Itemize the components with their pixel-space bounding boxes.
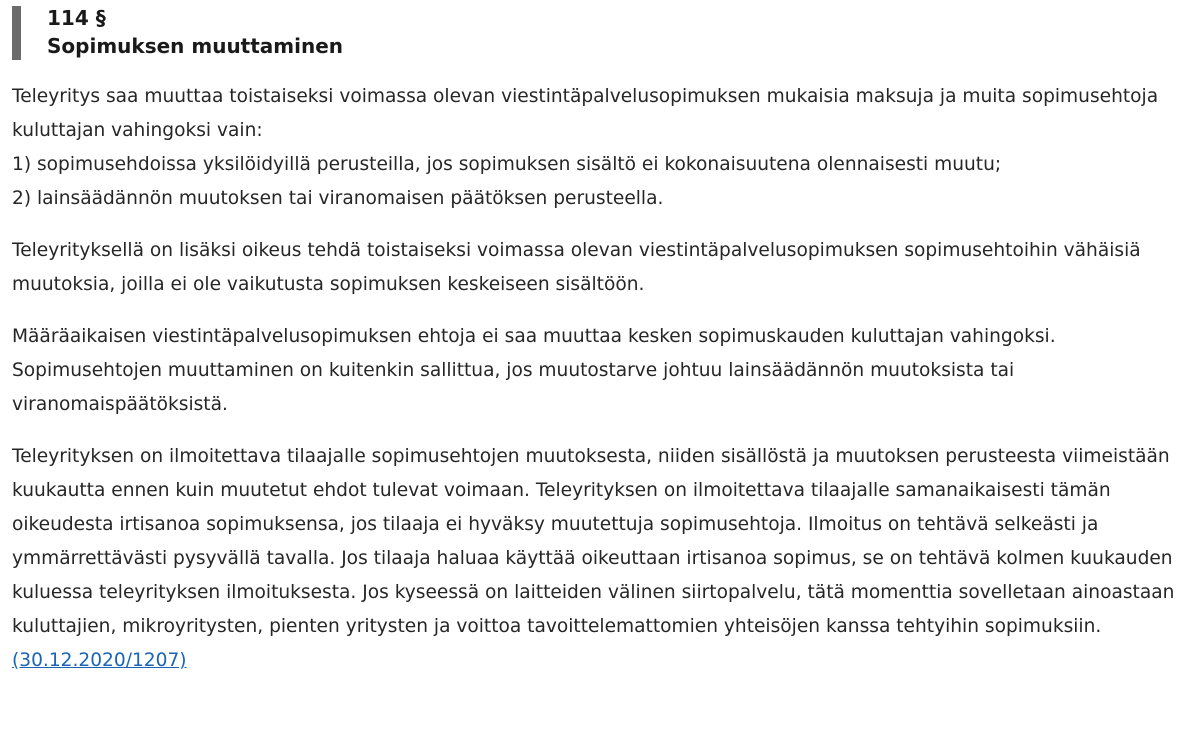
paragraph-1-item-2: 2) lainsäädännön muutoksen tai viranomaisen päätöksen perusteella.	[12, 188, 664, 209]
paragraph-3: Määräaikaisen viestintäpalvelusopimuksen ehtoja ei saa muuttaa kesken sopimuskauden kuluttajan vahingoksi. Sopimusehtojen muuttaminen on kuitenkin sallittua, jos muutostarve johtuu lainsäädännön muutoksista tai viranomaispäätöksistä.	[12, 326, 1056, 415]
paragraph-2: Teleyrityksellä on lisäksi oikeus tehdä toistaiseksi voimassa olevan viestintäpalvelusopimuksen sopimusehtoihin vähäisiä muutoksia, joilla ei ole vaikutusta sopimuksen keskeiseen sisältöön.	[12, 240, 1141, 295]
paragraph-4	[12, 440, 1187, 678]
section-content	[12, 80, 1187, 678]
heading-text	[47, 4, 343, 60]
section-number: 114 §	[47, 6, 106, 30]
paragraph-1-item-1: 1) sopimusehdoissa yksilöidyillä perusteilla, jos sopimuksen sisältö ei kokonaisuutena olennaisesti muutu;	[12, 154, 1002, 175]
amendment-link[interactable]: (30.12.2020/1207)	[12, 650, 187, 671]
section-title: Sopimuksen muuttaminen	[47, 34, 344, 58]
section-heading	[12, 4, 1182, 60]
paragraph-1-intro: Teleyritys saa muuttaa toistaiseksi voimassa olevan viestintäpalvelusopimuksen mukaisia maksuja ja muita sopimusehtoja kuluttajan vahingoksi vain:	[12, 86, 1159, 141]
heading-accent-bar	[12, 6, 21, 60]
paragraph-4-text: Teleyrityksen on ilmoitettava tilaajalle sopimusehtojen muutoksesta, niiden sisällöstä ja muutoksen perusteesta viimeistään kuukautta ennen kuin muutetut ehdot tulevat voimaan. Teleyrityksen on ilmoitettava tilaajalle samanaikaisesti tämän oikeudesta irtisanoa sopimuksensa, jos tilaaja ei hyväksy muutettuja sopimusehtoja. Ilmoitus on tehtävä selkeästi ja ymmärrettävästi pysyvällä tavalla. Jos tilaaja haluaa käyttää oikeuttaan irtisanoa sopimus, se on tehtävä kolmen kuukauden kuluessa teleyrityksen ilmoituksesta. Jos kyseessä on laitteiden välinen siirtopalvelu, tätä momenttia sovelletaan ainoastaan kuluttajien, mikroyritysten, pienten yritysten ja voittoa tavoittelemattomien yhteisöjen kanssa tehtyihin sopimuksiin.	[12, 446, 1175, 637]
